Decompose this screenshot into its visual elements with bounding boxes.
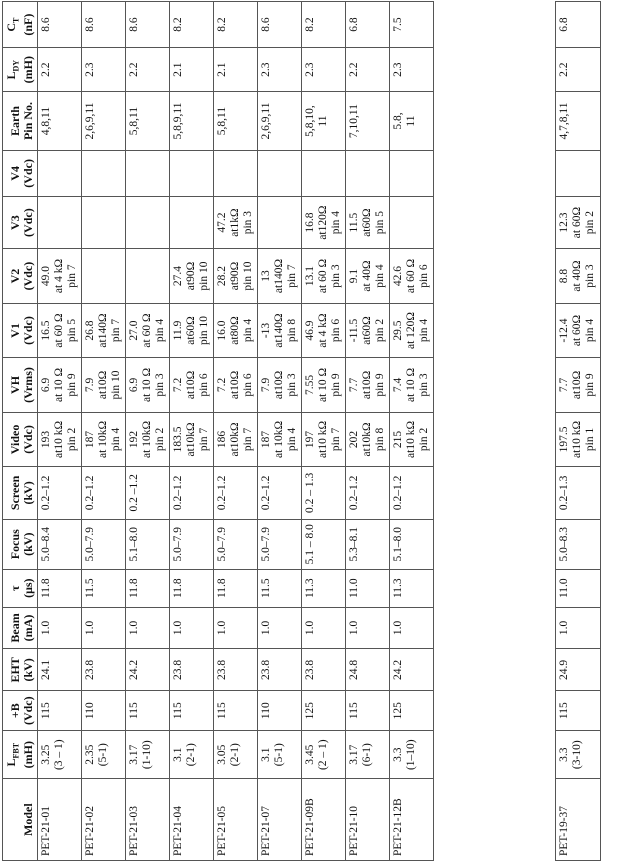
table-cell: 2.3	[82, 48, 126, 92]
table-cell: 5.8, 11	[390, 92, 434, 151]
table-cell: -13 at140Ω pin 8	[258, 303, 302, 357]
table-cell: 3.3 (3-10)	[556, 731, 601, 779]
table-cell: 5.1–8.0	[126, 519, 170, 569]
table-cell: 5,8,10, 11	[302, 92, 346, 151]
table-cell: 6.9 at 10 Ω pin 9	[38, 358, 82, 412]
table-cell: 5.0–8.3	[556, 519, 601, 569]
table-cell: 7.2 at10Ω pin 6	[214, 358, 258, 412]
table-cell: 7.4 at 10 Ω pin 3	[390, 358, 434, 412]
table-cell: 28.2 at90Ω pin 10	[214, 249, 258, 303]
table-cell: 11.5	[82, 569, 126, 607]
table-cell: 5,8,11	[126, 92, 170, 151]
table-cell: 24.8	[346, 649, 390, 691]
table-cell: 2.2	[38, 48, 82, 92]
extra-spec-table	[555, 1, 601, 861]
column-header: V4 (Vdc)	[3, 150, 38, 196]
table-cell: 47.2 at1kΩ pin 3	[214, 196, 258, 248]
table-cell: 192 at 10kΩ pin 2	[126, 412, 170, 466]
model-cell: PET-21-09B	[302, 779, 346, 861]
table-cell: 5.1 – 8.0	[302, 519, 346, 569]
table-cell: 8.6	[126, 2, 170, 48]
table-cell: 5.0–8.4	[38, 519, 82, 569]
model-cell: PET-21-10	[346, 779, 390, 861]
table-cell: 115	[38, 691, 82, 731]
table-cell: 11.3	[302, 569, 346, 607]
table-cell	[302, 150, 346, 196]
table-cell: 1.0	[302, 607, 346, 649]
column-header: Focus (kV)	[3, 519, 38, 569]
table-cell: 6.8	[346, 2, 390, 48]
table-cell: 3.17 (6-1)	[346, 731, 390, 779]
table-cell: 125	[390, 691, 434, 731]
table-cell	[214, 150, 258, 196]
table-cell: 7.2 at10Ω pin 6	[170, 358, 214, 412]
column-header: Earth Pin No.	[3, 92, 38, 151]
table-cell	[38, 196, 82, 248]
table-cell: 5.0–7.9	[258, 519, 302, 569]
table-cell	[390, 150, 434, 196]
table-cell: 2,6,9,11	[82, 92, 126, 151]
table-cell: 9.1 at 40Ω pin 4	[346, 249, 390, 303]
table-cell	[126, 196, 170, 248]
header-row	[3, 2, 38, 861]
table-cell: 187 at 10kΩ pin 4	[82, 412, 126, 466]
table-cell: 11.9 at60Ω pin 10	[170, 303, 214, 357]
table-cell: 11.8	[214, 569, 258, 607]
column-header: VH (Vrms)	[3, 358, 38, 412]
table-cell	[258, 150, 302, 196]
table-cell: 23.8	[214, 649, 258, 691]
column-header: $L_{DY}$ (mH)	[3, 48, 38, 92]
table-cell: 115	[346, 691, 390, 731]
table-cell: 0.2 – 1.3	[302, 467, 346, 519]
table-cell: 1.0	[170, 607, 214, 649]
table-cell: 197.5 at10 kΩ pin 1	[556, 412, 601, 466]
table-cell: 7.9 at10Ω pin 3	[258, 358, 302, 412]
table-row	[302, 2, 346, 861]
table-cell: 11.5 at60Ω pin 5	[346, 196, 390, 248]
table-row	[126, 2, 170, 861]
table-cell: 3.05 (2-1)	[214, 731, 258, 779]
table-cell: 16.8 at120Ω pin 4	[302, 196, 346, 248]
table-cell: 193 at10 kΩ pin 2	[38, 412, 82, 466]
table-cell: 8.8 at 40Ω pin 3	[556, 249, 601, 303]
table-cell: 24.1	[38, 649, 82, 691]
model-cell: PET-21-01	[38, 779, 82, 861]
table-cell: 24.2	[390, 649, 434, 691]
model-cell: PET-21-03	[126, 779, 170, 861]
table-cell: 4,8,11	[38, 92, 82, 151]
table-cell: 0.2–1.2	[214, 467, 258, 519]
table-cell: 110	[82, 691, 126, 731]
table-cell: 1.0	[38, 607, 82, 649]
table-cell: 46.9 at 4 kΩ pin 6	[302, 303, 346, 357]
table-cell: 0.2–1.3	[556, 467, 601, 519]
table-cell: 8.6	[258, 2, 302, 48]
table-cell: 6.8	[556, 2, 601, 48]
table-cell: 4,7,8,11	[556, 92, 601, 151]
table-cell: 110	[258, 691, 302, 731]
table-cell: 11.0	[346, 569, 390, 607]
table-cell: 0.2–1.2	[170, 467, 214, 519]
model-cell: PET-21-02	[82, 779, 126, 861]
table-cell: 1.0	[390, 607, 434, 649]
table-cell: 27.4 at90Ω pin 10	[170, 249, 214, 303]
table-cell: 7.7 at10Ω pin 9	[346, 358, 390, 412]
table-cell: 8.2	[214, 2, 258, 48]
table-cell: 1.0	[556, 607, 601, 649]
table-cell: 11.0	[556, 569, 601, 607]
table-cell: 0.2–1.2	[390, 467, 434, 519]
table-cell: 23.8	[258, 649, 302, 691]
table-row	[170, 2, 214, 861]
table-cell: 16.5 at 60 Ω pin 5	[38, 303, 82, 357]
table-cell: 125	[302, 691, 346, 731]
table-cell: 1.0	[346, 607, 390, 649]
table-cell: 115	[126, 691, 170, 731]
table-cell: 3.25 (3 – 1)	[38, 731, 82, 779]
model-cell: PET-19-37	[556, 779, 601, 861]
table-cell: 3.1 (5-1)	[258, 731, 302, 779]
table-cell: 202 at10kΩ pin 8	[346, 412, 390, 466]
table-cell: 1.0	[258, 607, 302, 649]
table-cell: 2.3	[258, 48, 302, 92]
table-cell: 5.3–8.1	[346, 519, 390, 569]
table-row	[390, 2, 434, 861]
table-cell: 5,8,11	[214, 92, 258, 151]
table-cell: 49.0 at 4 kΩ pin 7	[38, 249, 82, 303]
column-header: Screen (kV)	[3, 467, 38, 519]
table-cell: 0.2–1.2	[38, 467, 82, 519]
column-header: Beam (mA)	[3, 607, 38, 649]
table-row	[346, 2, 390, 861]
table-cell: 8.2	[170, 2, 214, 48]
model-cell: PET-21-05	[214, 779, 258, 861]
table-row	[82, 2, 126, 861]
column-header: $L_{FBT}$ (mH)	[3, 731, 38, 779]
table-cell: 13 at140Ω pin 7	[258, 249, 302, 303]
table-cell: 2.1	[214, 48, 258, 92]
table-cell: 1.0	[82, 607, 126, 649]
table-cell: 187 at 10kΩ pin 4	[258, 412, 302, 466]
column-header: EHT (kV)	[3, 649, 38, 691]
table-cell: 26.8 at140Ω pin 7	[82, 303, 126, 357]
column-header: Model	[3, 779, 38, 861]
table-cell: 215 at10 kΩ pin 2	[390, 412, 434, 466]
table-cell: 11.8	[170, 569, 214, 607]
table-cell: 7.9 at10Ω pin 10	[82, 358, 126, 412]
table-cell: 5.0–7.9	[214, 519, 258, 569]
table-cell: 7.5	[390, 2, 434, 48]
column-header: V2 (Vdc)	[3, 249, 38, 303]
table-cell: 3.1 (2-1)	[170, 731, 214, 779]
table-cell	[170, 196, 214, 248]
table-cell: 7.7 at10Ω pin 9	[556, 358, 601, 412]
table-cell: 115	[214, 691, 258, 731]
column-header: τ (μs)	[3, 569, 38, 607]
table-cell: 0.2–1.2	[346, 467, 390, 519]
model-cell: PET-21-07	[258, 779, 302, 861]
table-cell	[82, 249, 126, 303]
table-cell: 7.55 at 10 Ω pin 9	[302, 358, 346, 412]
table-cell: 23.8	[302, 649, 346, 691]
table-cell: 0.2–1.2	[82, 467, 126, 519]
table-cell	[258, 196, 302, 248]
table-cell: 1.0	[214, 607, 258, 649]
column-header: V1 (Vdc)	[3, 303, 38, 357]
table-cell: 197 at10 kΩ pin 7	[302, 412, 346, 466]
table-cell: 3.17 (1-10)	[126, 731, 170, 779]
table-cell: 13.1 at 60 Ω pin 3	[302, 249, 346, 303]
column-header: Video (Vdc)	[3, 412, 38, 466]
table-cell: 1.0	[126, 607, 170, 649]
table-cell: 8.6	[82, 2, 126, 48]
table-cell: 11.3	[390, 569, 434, 607]
table-cell	[126, 249, 170, 303]
column-header: +B (Vdc)	[3, 691, 38, 731]
table-cell	[82, 196, 126, 248]
table-cell: 27.0 at 60 Ω pin 4	[126, 303, 170, 357]
table-cell: -12.4 at 60Ω pin 4	[556, 303, 601, 357]
table-row	[258, 2, 302, 861]
table-cell: 16.0 at80Ω pin 4	[214, 303, 258, 357]
table-cell: 183.5 at10kΩ pin 7	[170, 412, 214, 466]
table-cell: 11.8	[38, 569, 82, 607]
table-cell	[346, 150, 390, 196]
table-row	[214, 2, 258, 861]
table-cell: 5,8,9,11	[170, 92, 214, 151]
table-cell: 2.2	[346, 48, 390, 92]
column-header: V3 (Vdc)	[3, 196, 38, 248]
table-cell: 11.5	[258, 569, 302, 607]
spec-table	[2, 1, 434, 861]
table-cell: 2.3	[390, 48, 434, 92]
table-cell: 5.1–8.0	[390, 519, 434, 569]
table-cell	[38, 150, 82, 196]
table-cell: 2,6,9,11	[258, 92, 302, 151]
model-cell: PET-21-12B	[390, 779, 434, 861]
table-cell: 42.6 at 60 Ω pin 6	[390, 249, 434, 303]
table-cell: 0.2–1.2	[258, 467, 302, 519]
table-cell: 8.6	[38, 2, 82, 48]
model-cell: PET-21-04	[170, 779, 214, 861]
table-cell: 2.35 (5-1)	[82, 731, 126, 779]
table-cell: 2.3	[302, 48, 346, 92]
table-row	[38, 2, 82, 861]
table-cell	[170, 150, 214, 196]
table-cell	[390, 196, 434, 248]
table-cell: 11.8	[126, 569, 170, 607]
table-cell: 115	[170, 691, 214, 731]
table-cell: 12.3 at 60Ω pin 2	[556, 196, 601, 248]
table-cell: 2.2	[556, 48, 601, 92]
table-cell: 29.5 at 120Ω pin 4	[390, 303, 434, 357]
table-cell: 5.0–7.9	[82, 519, 126, 569]
table-cell: 24.9	[556, 649, 601, 691]
table-cell: 115	[556, 691, 601, 731]
table-cell: 0.2 –1.2	[126, 467, 170, 519]
table-row	[556, 2, 601, 861]
table-cell	[82, 150, 126, 196]
table-cell: 2.1	[170, 48, 214, 92]
table-cell: 5.0–7.9	[170, 519, 214, 569]
table-cell: 23.8	[82, 649, 126, 691]
table-cell: 24.2	[126, 649, 170, 691]
table-cell: 7,10,11	[346, 92, 390, 151]
table-cell: 3.3 (1–10)	[390, 731, 434, 779]
table-cell: 6.9 at 10 Ω pin 3	[126, 358, 170, 412]
table-cell: -11.5 at60Ω pin 2	[346, 303, 390, 357]
table-cell: 23.8	[170, 649, 214, 691]
column-header: $C_T$ (nF)	[3, 2, 38, 48]
table-cell: 8.2	[302, 2, 346, 48]
table-cell: 186 at10kΩ pin 7	[214, 412, 258, 466]
table-cell: 3.45 (2 – 1)	[302, 731, 346, 779]
table-cell	[126, 150, 170, 196]
table-cell	[556, 150, 601, 196]
table-cell: 2.2	[126, 48, 170, 92]
